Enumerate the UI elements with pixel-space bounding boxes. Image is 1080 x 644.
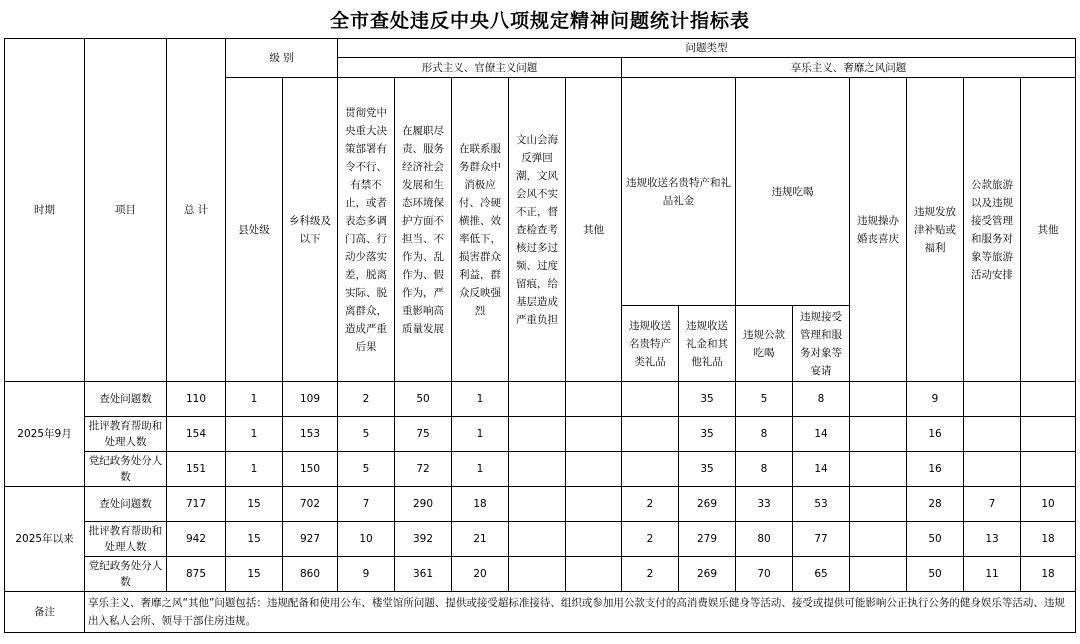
cell-f2: 72 [395, 452, 452, 487]
cell-f1: 10 [338, 522, 395, 557]
cell-eat-2: 53 [793, 487, 850, 522]
cell-eat-1: 70 [736, 557, 793, 592]
header-eating: 违规吃喝 [736, 78, 850, 306]
cell-gift-1 [622, 452, 679, 487]
header-formalism-1: 贯彻党中央重大决策部署有令不行、有禁不止，或者表态多调门高、行动少落实差，脱离实际、脱离群众，造成严重后果 [338, 78, 395, 382]
cell-township: 153 [283, 417, 338, 452]
cell-gift-1 [622, 417, 679, 452]
cell-f-other [566, 417, 622, 452]
header-gift-1: 违规收送名贵特产类礼品 [622, 306, 679, 382]
cell-gift-1: 2 [622, 557, 679, 592]
header-formalism-4: 文山会海反弹回潮，文风会风不实不正，督查检查考核过多过频、过度留痕，给基层造成严重负担 [509, 78, 566, 382]
cell-subsidy: 28 [907, 487, 964, 522]
cell-subsidy: 16 [907, 417, 964, 452]
header-level: 级 别 [226, 39, 338, 78]
cell-f4 [509, 557, 566, 592]
cell-f3: 1 [452, 382, 509, 417]
cell-total: 717 [167, 487, 226, 522]
header-item: 项目 [85, 39, 167, 382]
header-formalism-other: 其他 [566, 78, 622, 382]
cell-travel: 13 [964, 522, 1021, 557]
note-text: 享乐主义、奢靡之风“其他”问题包括：违规配备和使用公车、楼堂馆所问题、提供或接受超标准接待、组织或参加用公款支付的高消费娱乐健身等活动、接受或提供可能影响公正执行公务的健身娱乐等活动、违规出入私人会所、领导干部住房违规。 [85, 592, 1076, 633]
cell-h-other [1021, 452, 1076, 487]
cell-wedding [850, 452, 907, 487]
header-county: 县处级 [226, 78, 283, 382]
cell-total: 875 [167, 557, 226, 592]
cell-f3: 1 [452, 452, 509, 487]
cell-wedding [850, 557, 907, 592]
cell-subsidy: 50 [907, 522, 964, 557]
cell-subsidy: 50 [907, 557, 964, 592]
header-travel: 公款旅游以及违规接受管理和服务对象等旅游活动安排 [964, 78, 1021, 382]
header-eating-2: 违规接受管理和服务对象等宴请 [793, 306, 850, 382]
cell-gift-1 [622, 382, 679, 417]
statistics-table [4, 38, 1076, 633]
cell-f2: 290 [395, 487, 452, 522]
cell-township: 150 [283, 452, 338, 487]
cell-travel: 7 [964, 487, 1021, 522]
cell-h-other [1021, 417, 1076, 452]
cell-total: 942 [167, 522, 226, 557]
cell-total: 151 [167, 452, 226, 487]
header-subsidy: 违规发放津补贴或福利 [907, 78, 964, 382]
cell-f4 [509, 382, 566, 417]
cell-f3: 1 [452, 417, 509, 452]
cell-gift-2: 279 [679, 522, 736, 557]
row-label: 党纪政务处分人数 [85, 557, 167, 592]
header-hedonism: 享乐主义、奢靡之风问题 [622, 58, 1076, 78]
cell-total: 154 [167, 417, 226, 452]
cell-gift-2: 35 [679, 452, 736, 487]
cell-gift-2: 269 [679, 557, 736, 592]
cell-travel [964, 452, 1021, 487]
cell-eat-2: 14 [793, 452, 850, 487]
header-total: 总 计 [167, 39, 226, 382]
cell-travel [964, 382, 1021, 417]
cell-county: 15 [226, 522, 283, 557]
cell-subsidy: 16 [907, 452, 964, 487]
cell-f3: 21 [452, 522, 509, 557]
cell-h-other: 18 [1021, 522, 1076, 557]
cell-county: 1 [226, 417, 283, 452]
cell-f1: 5 [338, 417, 395, 452]
cell-f2: 392 [395, 522, 452, 557]
cell-f4 [509, 522, 566, 557]
cell-wedding [850, 417, 907, 452]
cell-eat-2: 77 [793, 522, 850, 557]
cell-county: 1 [226, 452, 283, 487]
cell-f4 [509, 452, 566, 487]
cell-township: 860 [283, 557, 338, 592]
header-period: 时期 [5, 39, 85, 382]
header-formalism: 形式主义、官僚主义问题 [338, 58, 622, 78]
cell-county: 15 [226, 557, 283, 592]
cell-gift-2: 35 [679, 382, 736, 417]
header-wedding: 违规操办婚丧喜庆 [850, 78, 907, 382]
cell-f2: 361 [395, 557, 452, 592]
cell-eat-2: 65 [793, 557, 850, 592]
cell-eat-1: 8 [736, 417, 793, 452]
cell-f1: 5 [338, 452, 395, 487]
header-gift-2: 违规收送礼金和其他礼品 [679, 306, 736, 382]
cell-county: 1 [226, 382, 283, 417]
cell-travel: 11 [964, 557, 1021, 592]
note-label: 备注 [5, 592, 85, 633]
cell-h-other: 18 [1021, 557, 1076, 592]
row-label: 查处问题数 [85, 487, 167, 522]
cell-f-other [566, 452, 622, 487]
table-title: 全市查处违反中央八项规定精神问题统计指标表 [329, 10, 750, 32]
cell-eat-2: 14 [793, 417, 850, 452]
cell-total: 110 [167, 382, 226, 417]
cell-f-other [566, 487, 622, 522]
header-gifts: 违规收送名贵特产和礼品礼金 [622, 78, 736, 306]
cell-eat-1: 80 [736, 522, 793, 557]
cell-eat-2: 8 [793, 382, 850, 417]
cell-f2: 50 [395, 382, 452, 417]
cell-township: 927 [283, 522, 338, 557]
cell-f1: 2 [338, 382, 395, 417]
cell-gift-1: 2 [622, 522, 679, 557]
cell-h-other: 10 [1021, 487, 1076, 522]
cell-gift-1: 2 [622, 487, 679, 522]
cell-gift-2: 35 [679, 417, 736, 452]
cell-gift-2: 269 [679, 487, 736, 522]
cell-township: 109 [283, 382, 338, 417]
cell-f-other [566, 382, 622, 417]
cell-f-other [566, 522, 622, 557]
period-cell: 2025年9月 [5, 382, 85, 487]
period-cell: 2025年以来 [5, 487, 85, 592]
header-problem-type: 问题类型 [338, 39, 1076, 58]
row-label: 批评教育帮助和处理人数 [85, 522, 167, 557]
cell-eat-1: 5 [736, 382, 793, 417]
row-label: 批评教育帮助和处理人数 [85, 417, 167, 452]
cell-travel [964, 417, 1021, 452]
cell-f-other [566, 557, 622, 592]
header-hedonism-other: 其他 [1021, 78, 1076, 382]
row-label: 党纪政务处分人数 [85, 452, 167, 487]
row-label: 查处问题数 [85, 382, 167, 417]
cell-wedding [850, 487, 907, 522]
cell-wedding [850, 382, 907, 417]
cell-f4 [509, 487, 566, 522]
cell-township: 702 [283, 487, 338, 522]
cell-eat-1: 33 [736, 487, 793, 522]
cell-county: 15 [226, 487, 283, 522]
header-eating-1: 违规公款吃喝 [736, 306, 793, 382]
header-township: 乡科级及以下 [283, 78, 338, 382]
cell-f3: 20 [452, 557, 509, 592]
cell-f3: 18 [452, 487, 509, 522]
header-formalism-2: 在履职尽责、服务经济社会发展和生态环境保护方面不担当、不作为、乱作为、假作为，严重影响高质量发展 [395, 78, 452, 382]
cell-f4 [509, 417, 566, 452]
cell-f1: 9 [338, 557, 395, 592]
cell-wedding [850, 522, 907, 557]
cell-eat-1: 8 [736, 452, 793, 487]
cell-f2: 75 [395, 417, 452, 452]
header-formalism-3: 在联系服务群众中消极应付、冷硬横推、效率低下，损害群众利益，群众反映强烈 [452, 78, 509, 382]
cell-h-other [1021, 382, 1076, 417]
cell-f1: 7 [338, 487, 395, 522]
cell-subsidy: 9 [907, 382, 964, 417]
